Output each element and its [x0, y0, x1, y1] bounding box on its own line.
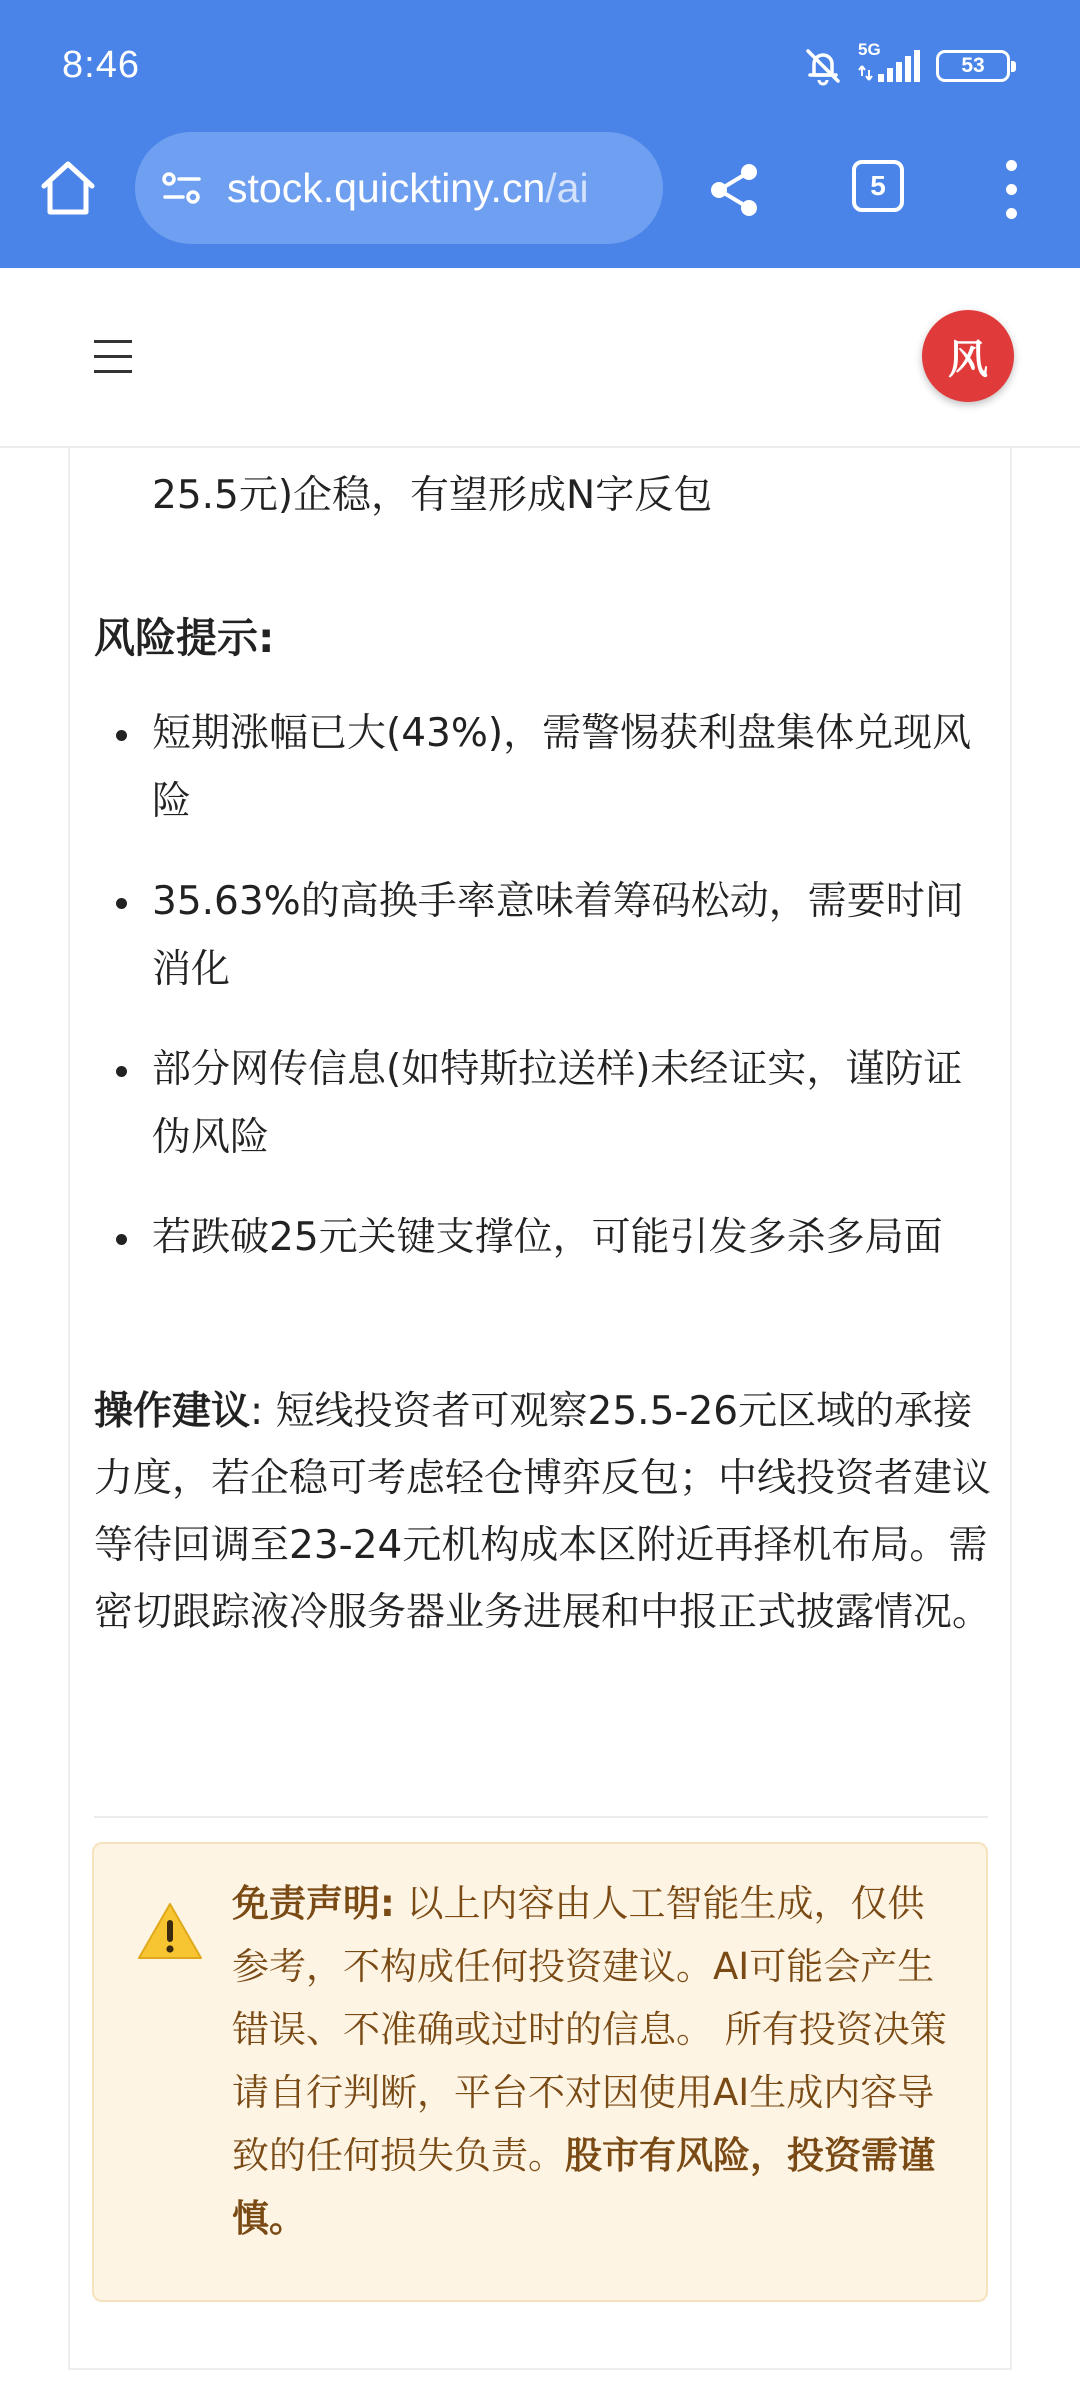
advice-text: : 短线投资者可观察25.5-26元区域的承接力度，若企稳可考虑轻仓博弈反包；中线投资者建议等待回调至23-24元机构成本区附近再择机布局。需密切跟踪液冷服务器业务进展和中报正式披露情况。	[94, 1389, 992, 1635]
network-type: 5G	[858, 40, 881, 59]
url-text[interactable]	[227, 165, 589, 212]
bullet-dot	[116, 1066, 127, 1077]
browser-chrome	[0, 0, 1080, 268]
bullet-dot	[116, 730, 127, 741]
risk-section-title: 风险提示:	[94, 614, 275, 662]
battery-indicator	[936, 50, 1010, 82]
home-icon[interactable]	[36, 156, 100, 220]
list-item	[94, 868, 994, 1004]
status-time: 8:46	[62, 44, 140, 86]
operation-advice	[94, 1378, 994, 1646]
tab-switcher-button[interactable]	[852, 160, 904, 212]
more-vert-icon[interactable]	[996, 158, 1028, 222]
list-item	[94, 700, 994, 836]
article-continued-line: 25.5元)企稳，有望形成N字反包	[152, 473, 713, 518]
disclaimer-label: 免责声明:	[232, 1882, 395, 1925]
warning-icon	[136, 1900, 204, 1962]
list-item	[94, 1036, 994, 1172]
list-item	[94, 1204, 994, 1272]
disclaimer-box	[92, 1842, 988, 2302]
list-item-text: 若跌破25元关键支撑位，可能引发多杀多局面	[152, 1215, 943, 1260]
do-not-disturb-icon	[802, 45, 844, 87]
advice-label: 操作建议	[94, 1389, 251, 1434]
share-icon[interactable]	[705, 160, 765, 220]
divider	[94, 1816, 988, 1818]
url-domain: stock.quicktiny.cn	[227, 164, 546, 211]
hamburger-menu-icon[interactable]	[94, 340, 132, 374]
site-header	[0, 268, 1080, 448]
status-icons	[802, 40, 1010, 88]
risk-list	[94, 700, 994, 1304]
status-bar	[0, 0, 1080, 140]
avatar[interactable]: 风	[922, 310, 1014, 402]
signal-icon	[858, 40, 922, 86]
disclaimer-emphasis: 股市有风险，投资需谨慎。	[232, 2134, 935, 2240]
address-bar[interactable]	[135, 132, 663, 244]
list-item-text: 短期涨幅已大(43%)，需警惕获利盘集体兑现风险	[152, 711, 972, 824]
list-item-text: 35.63%的高换手率意味着筹码松动，需要时间消化	[152, 879, 964, 992]
list-item-text: 部分网传信息(如特斯拉送样)未经证实，谨防证伪风险	[152, 1047, 963, 1160]
url-path: /ai	[545, 164, 589, 211]
browser-toolbar	[0, 132, 1080, 244]
bullet-dot	[116, 1234, 127, 1245]
site-info-icon[interactable]	[157, 163, 207, 213]
disclaimer-body: 以上内容由人工智能生成，仅供参考，不构成任何投资建议。AI可能会产生错误、不准确或过时的信息。 所有投资决策请自行判断，平台不对因使用AI生成内容导致的任何损失负责。	[232, 1882, 947, 2177]
disclaimer-text	[232, 1872, 952, 2250]
battery-level: 53	[961, 54, 985, 77]
tab-count: 5	[870, 170, 886, 201]
bullet-dot	[116, 898, 127, 909]
